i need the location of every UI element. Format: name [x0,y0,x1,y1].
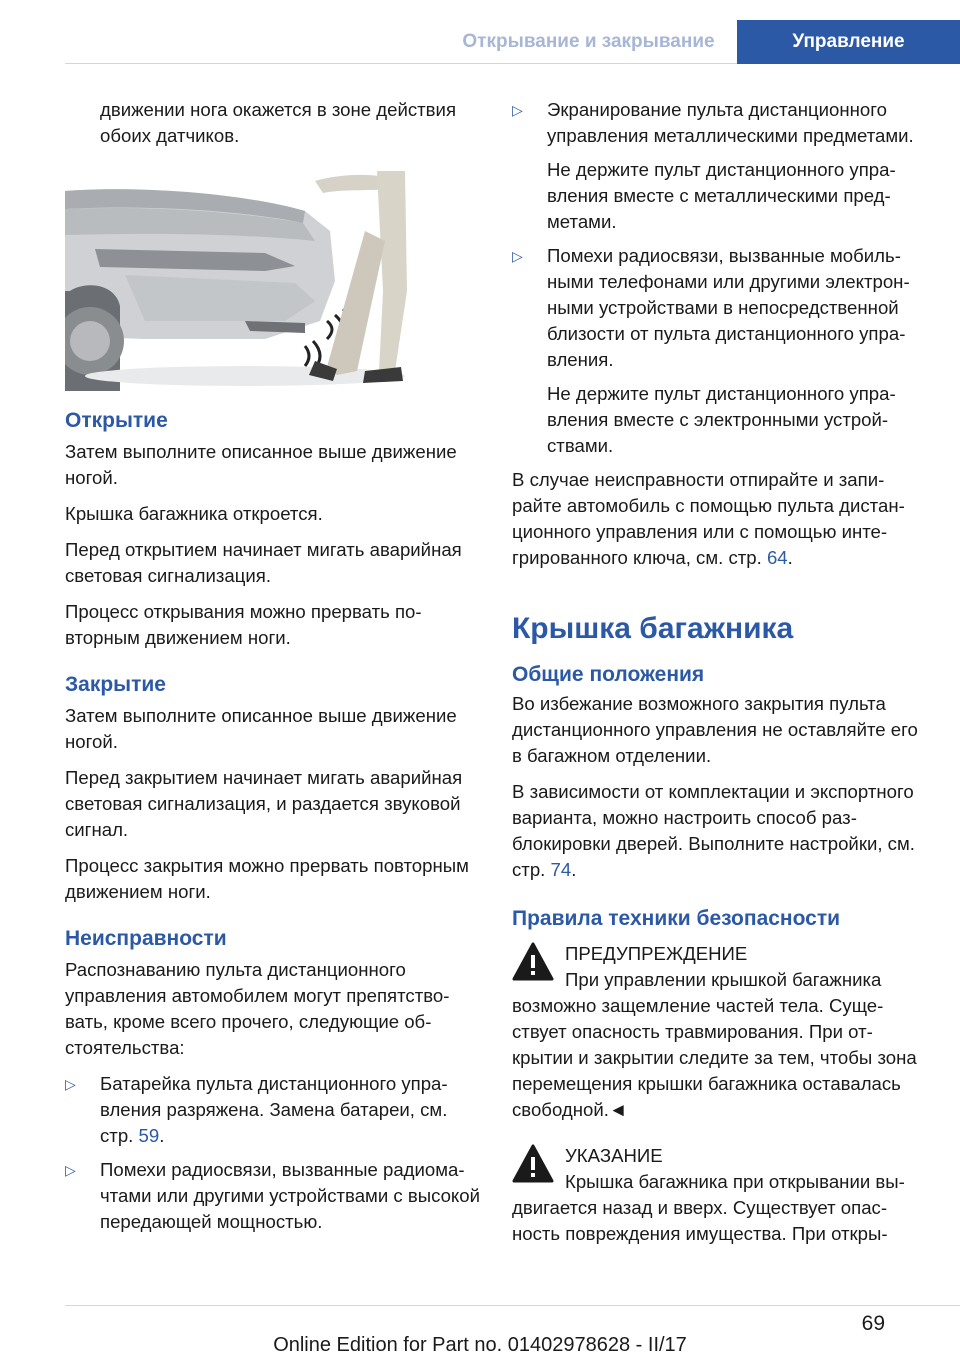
trunk-foot-sensor-illustration [65,171,415,391]
opening-p1: Затем выполните описанное выше движение ногой. [65,441,457,488]
triangle-right-icon: ▷ [65,1162,76,1178]
bullet-item-mobile-phones [512,243,927,459]
bullet-shielding-text: Экранирование пульта дистанционного управления металлическими предметами. [547,99,914,146]
warning-triangle-icon [512,1143,554,1185]
heading-trunk-lid: Крышка багажника [512,612,794,645]
heading-safety: Правила техники безопасности [512,907,841,930]
warning-title: ПРЕДУПРЕЖДЕНИЕ [565,943,748,964]
opening-p3: Перед открытием начинает мигать аварийная световая сигнализация. [65,539,462,586]
heading-closing: Закрытие [65,673,166,696]
header-chapter-tab: Управление [737,20,960,64]
page-link-74[interactable]: 74 [550,859,572,880]
bullet-mobile-phones-advice: Не держите пульт дистанционного управления вместе с электронными устройствами. [547,383,896,456]
bullet-item-radio-masts [65,1157,480,1235]
bullet-radio-masts-text: Помехи радиосвязи, вызванные радиомачтами или другими устройствами с высокой передающей мощностью. [100,1159,480,1232]
triangle-right-icon: ▷ [65,1076,76,1092]
page-link-59[interactable]: 59 [138,1125,160,1146]
general-p1: Во избежание возможного закрытия пульта дистанционного управления не оставляйте его в багажном отделении. [512,693,918,766]
right-column [512,97,927,1259]
general-p2-end: . [571,859,577,880]
closing-p1: Затем выполните описанное выше движение ногой. [65,705,457,752]
closing-p3: Процесс закрытия можно прервать повторным движением ноги. [65,855,469,902]
faults-p1: Распознаванию пульта дистанционного управления автомобилем могут препятствовать, кроме всего прочего, следующие обстоятельства: [65,959,450,1058]
page-link-64[interactable]: 64 [766,547,788,568]
triangle-right-icon: ▷ [512,248,523,264]
notice-text: Крышка багажника при открывании выдвигается назад и вверх. Существует опасность повреждения имущества. При откры- [512,1171,905,1244]
heading-opening: Открытие [65,409,168,432]
opening-p4: Процесс открывания можно прервать повторным движением ноги. [65,601,422,648]
bullet-battery-end: . [159,1125,165,1146]
fault-remedy-paragraph [512,467,927,571]
bullet-item-shielding [512,97,927,235]
intro-paragraph: движении нога окажется в зоне действия обоих датчиков. [100,99,457,146]
general-p2-text: В зависимости от комплектации и экспортного варианта, можно настроить способ разблокировки дверей. Выполните настройки, см. стр. [512,781,915,880]
warning-text: При управлении крышкой багажника возможно защемление частей тела. Существует опасность травмирования. При открытии и закрытии следите за тем, чтобы зона перемещения крышки багажника оставалась свободной.◄ [512,969,917,1120]
footer-rule [65,1305,960,1306]
bullet-battery-text: Батарейка пульта дистанционного управления разряжена. Замена батареи, см. стр. [100,1073,448,1146]
warning-block [512,941,927,1123]
opening-p2: Крышка багажника откроется. [65,503,323,524]
warning-triangle-icon [512,941,554,983]
closing-p2: Перед закрытием начинает мигать аварийная световая сигнализация, и раздается звуковой сигнал. [65,767,463,840]
header-section-title: Открывание и закрывание [462,31,715,52]
notice-header [512,1143,927,1195]
warning-header [512,941,927,993]
notice-title: УКАЗАНИЕ [565,1145,663,1166]
notice-block [512,1143,927,1247]
heading-faults: Неисправности [65,927,227,950]
bullet-shielding-advice: Не держите пульт дистанционного управления вместе с металлическими предметами. [547,159,896,232]
bullet-item-battery [65,1071,480,1149]
edition-footer: Online Edition for Part no. 01402978628 - II/17 [273,1334,687,1356]
heading-general: Общие положения [512,663,705,686]
fault-remedy-text: В случае неисправности отпирайте и запирайте автомобиль с помощью пульта дистанционного управления или с помощью интегрированного ключа, см. стр. [512,469,905,568]
fault-remedy-end: . [787,547,793,568]
triangle-right-icon: ▷ [512,102,523,118]
general-p2 [512,779,927,883]
bullet-mobile-phones-text: Помехи радиосвязи, вызванные мобильными телефонами или другими электронными устройствами в непосредственной близости от пульта дистанционного управления. [547,245,910,370]
page-number: 69 [861,1312,885,1335]
left-column [65,97,480,1243]
